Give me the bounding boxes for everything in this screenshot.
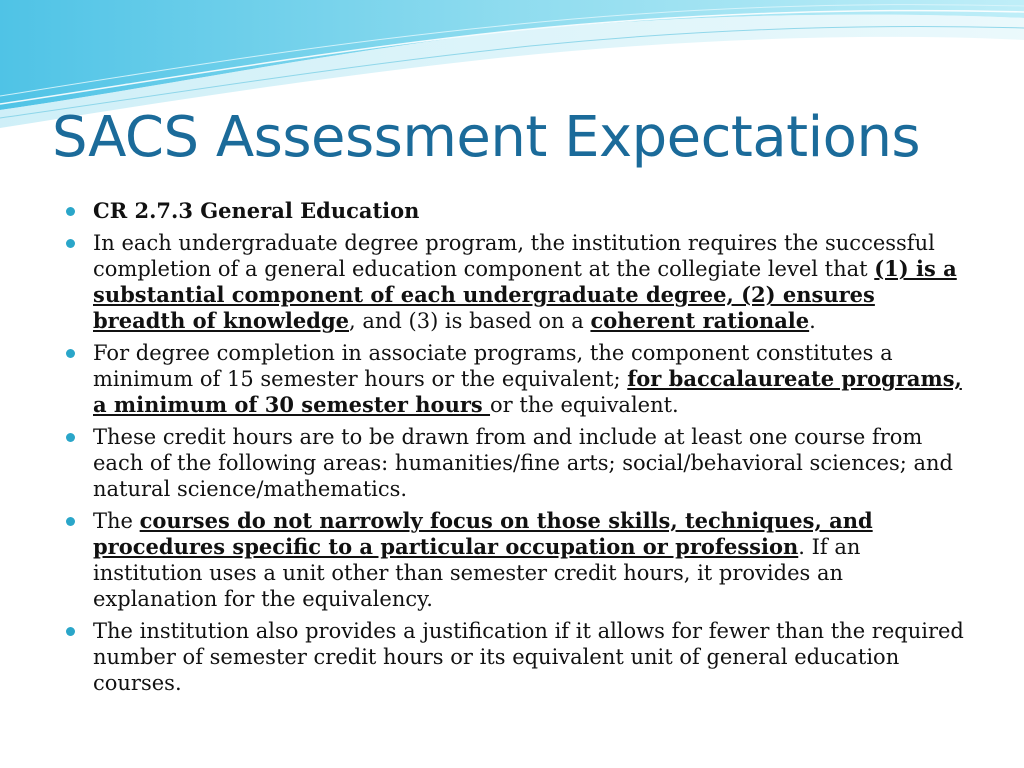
bullet-text: These credit hours are to be drawn from and include at least one course from each of the following areas: humanities/fine arts; social/behavioral sciences; and natural science/mathematics.	[93, 425, 953, 501]
slide-title: SACS Assessment Expectations	[52, 105, 921, 170]
bullet-list	[66, 198, 966, 702]
bullet-text: .	[809, 309, 816, 333]
bullet-item	[66, 198, 966, 224]
bullet-dot-icon	[66, 239, 75, 248]
bullet-emphasis-text: CR 2.7.3 General Education	[93, 198, 420, 223]
bullet-emphasis-text: courses do not narrowly focus on those skills, techniques, and procedures specific to a particular occupation or profession	[93, 508, 873, 559]
bullet-item	[66, 340, 966, 418]
bullet-dot-icon	[66, 207, 75, 216]
bullet-dot-icon	[66, 517, 75, 526]
bullet-dot-icon	[66, 349, 75, 358]
bullet-item	[66, 424, 966, 502]
bullet-text: , and (3) is based on a	[349, 309, 591, 333]
bullet-item	[66, 230, 966, 334]
bullet-text: For degree completion in associate programs, the component constitutes a minimum of 15 semester hours or the equivalent;	[93, 341, 893, 391]
bullet-item	[66, 618, 966, 696]
bullet-emphasis-text: for baccalaureate programs, a minimum of 30 semester hours	[93, 366, 962, 417]
bullet-item	[66, 508, 966, 612]
bullet-text: In each undergraduate degree program, the institution requires the successful completion of a general education component at the collegiate level that	[93, 231, 935, 281]
bullet-emphasis-text: (1) is a substantial component of each undergraduate degree, (2) ensures breadth of knowledge	[93, 256, 957, 333]
bullet-text: The	[93, 509, 140, 533]
bullet-text: . If an institution uses a unit other than semester credit hours, it provides an explanation for the equivalency.	[93, 535, 861, 611]
bullet-text: or the equivalent.	[490, 393, 679, 417]
bullet-text: The institution also provides a justification if it allows for fewer than the required number of semester credit hours or its equivalent unit of general education courses.	[93, 619, 964, 695]
bullet-emphasis-text: coherent rationale	[590, 308, 810, 333]
bullet-dot-icon	[66, 433, 75, 442]
bullet-dot-icon	[66, 627, 75, 636]
